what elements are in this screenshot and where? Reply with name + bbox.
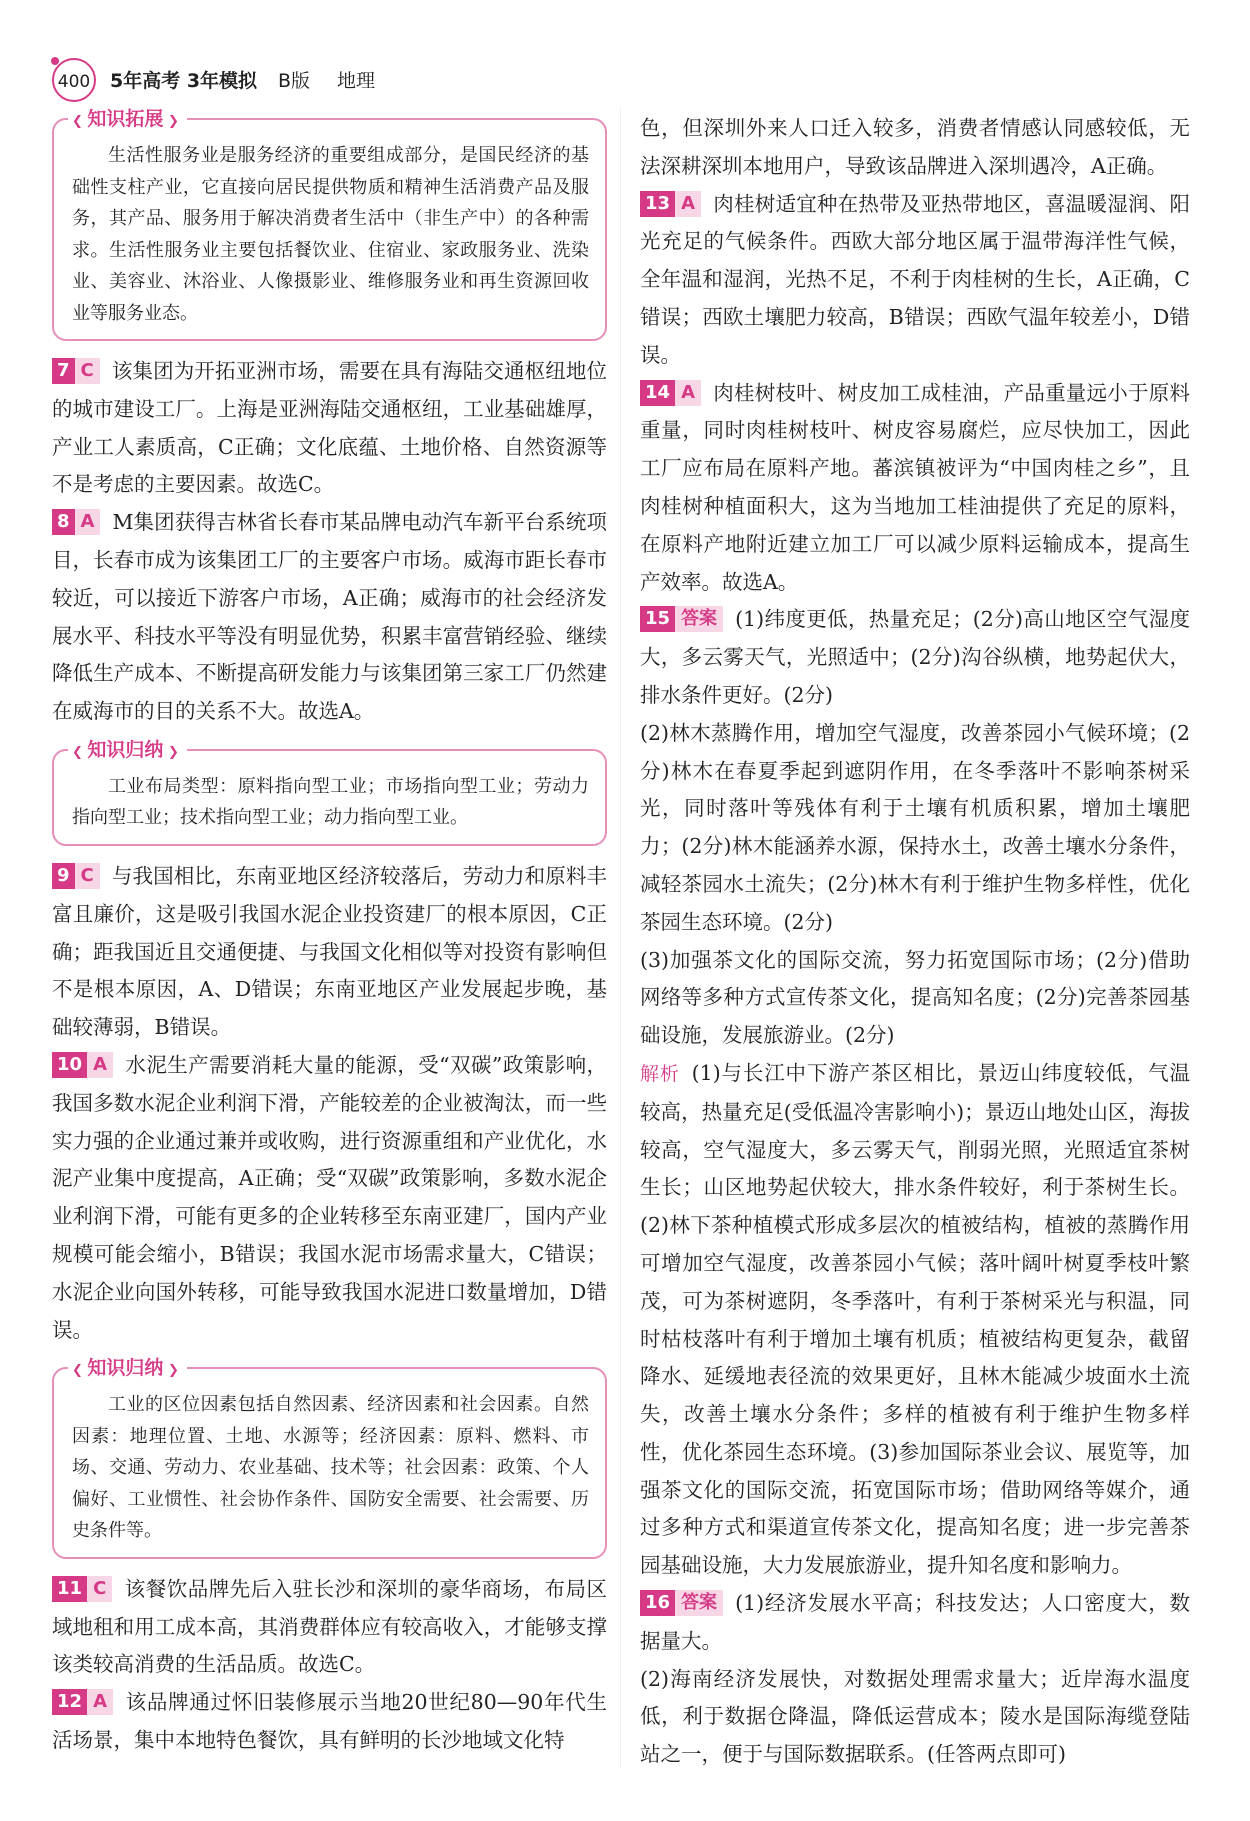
answer-text: 水泥生产需要消耗大量的能源，受“双碳”政策影响，我国多数水泥企业利润下滑，产能较差的企业被淘汰，而一些实力强的企业通过兼并或收购，进行资源重组和产业优化，水泥产业集中度提高，A正确；受“双碳”政策影响，多数水泥企业利润下滑，可能有更多的企业转移至东南亚建厂，国内产业规模可能会缩小，B错误；我国水泥市场需求量大，C错误；水泥企业向国外转移，可能导致我国水泥进口数量增加，D错误。 — [52, 1052, 607, 1342]
answer-16-part-2: (2)海南经济发展快，对数据处理需求量大；近岸海水温度低，利于数据仓降温，降低运营成本；陵水是国际海缆登陆站之一，便于与国际数据联系。(任答两点即可) — [640, 1666, 1190, 1767]
answer-text: 该餐饮品牌先后入驻长沙和深圳的豪华商场，布局区域地租和用工成本高，其消费群体应有较高收入，才能够支撑该类较高消费的生活品质。故选C。 — [52, 1576, 607, 1677]
page-header — [52, 58, 1202, 98]
question-label: 7 C — [52, 358, 100, 384]
answer-15-part-2: (2)林木蒸腾作用，增加空气湿度，改善茶园小气候环境；(2分)林木在春夏季起到遮阴作用，在冬季落叶不影响茶树采光，同时落叶等残体有利于土壤有机质积累，增加土壤肥力；(2分)林木能涵养水源，保持水土，改善土壤水分条件，减轻茶园水土流失；(2分)林木有利于维护生物多样性，优化茶园生态环境。(2分) — [640, 720, 1190, 934]
question-label: 11 C — [52, 1576, 112, 1602]
answer-8 — [52, 504, 607, 731]
analysis-15 — [640, 1055, 1190, 1585]
answer-text: 肉桂树适宜种在热带及亚热带地区，喜温暖湿润、阳光充足的气候条件。西欧大部分地区属于温带海洋性气候，全年温和湿润，光热不足，不利于肉桂树的生长，A正确，C错误；西欧土壤肥力较高，B错误；西欧气温年较差小，D错误。 — [640, 191, 1190, 367]
answer-11 — [52, 1571, 607, 1684]
box-title: ❮ 知识拓展 ❯ — [68, 107, 187, 134]
question-label: 9 C — [52, 863, 100, 889]
answer-text: 该集团为开拓亚洲市场，需要在具有海陆交通枢纽地位的城市建设工厂。上海是亚洲海陆交通枢纽，工业基础雄厚，产业工人素质高，C正确；文化底蕴、土地价格、自然资源等不是考虑的主要因素。故选C。 — [52, 359, 607, 497]
answer-9 — [52, 858, 607, 1047]
box-text: 工业的区位因素包括自然因素、经济因素和社会因素。自然因素：地理位置、土地、水源等；经济因素：原料、燃料、市场、交通、劳动力、农业基础、技术等；社会因素：政策、个人偏好、工业惯性、社会协作条件、国防安全需要、社会需要、历史条件等。 — [72, 1394, 589, 1542]
left-column — [52, 108, 607, 1760]
question-label: 12 A — [52, 1689, 113, 1715]
answer-part-1: (1)经济发展水平高；科技发达；人口密度大，数据量大。 — [640, 1591, 1190, 1653]
answer-7 — [52, 353, 607, 504]
question-label: 14 A — [640, 380, 701, 406]
answer-text: 与我国相比，东南亚地区经济较落后，劳动力和原料丰富且廉价，这是吸引我国水泥企业投资建厂的根本原因，C正确；距我国近且交通便捷、与我国文化相似等对投资有影响但不是根本原因，A、D错误；东南亚地区产业发展起步晚，基础较薄弱，B错误。 — [52, 863, 607, 1040]
answer-12-continued: 色，但深圳外来人口迁入较多，消费者情感认同感较低，无法深耕深圳本地用户，导致该品牌进入深圳遇冷，A正确。 — [640, 116, 1190, 178]
page-number: 400 — [52, 58, 96, 102]
answer-text: 该品牌通过怀旧装修展示当地20世纪80—90年代生活场景，集中本地特色餐饮，具有鲜明的长沙地域文化特 — [52, 1690, 607, 1753]
answer-15 — [640, 601, 1190, 714]
answer-13 — [640, 186, 1190, 375]
book-title: 5年高考 3年模拟 — [110, 70, 258, 92]
edition-label: B版 — [278, 70, 311, 92]
knowledge-box-summary — [52, 738, 607, 846]
analysis-label: 解析 — [640, 1062, 680, 1085]
right-column — [640, 108, 1190, 1774]
analysis-text: (1)与长江中下游产茶区相比，景迈山纬度较低，气温较高，热量充足(受低温冷害影响小)；景迈山地处山区，海拔较高，空气湿度大，多云雾天气，削弱光照，光照适宜茶树生长；山区地势起伏较大，排水条件较好，利于茶树生长。(2)林下茶种植模式形成多层次的植被结构，植被的蒸腾作用可增加空气湿度，改善茶园小气候；落叶阔叶树夏季枝叶繁茂，可为茶树遮阴，冬季落叶，有利于茶树采光与积温，同时枯枝落叶有利于增加土壤有机质；植被结构更复杂，截留降水、延缓地表径流的效果更好，且林木能减少坡面水土流失，改善土壤水分条件；多样的植被有利于维护生物多样性，优化茶园生态环境。(3)参加国际茶业会议、展览等，加强茶文化的国际交流，拓宽国际市场；借助网络等媒介，通过多种方式和渠道宣传茶文化，提高知名度；进一步完善茶园基础设施，大力发展旅游业，提升知名度和影响力。 — [640, 1060, 1190, 1578]
answer-part-1: (1)纬度更低，热量充足；(2分)高山地区空气湿度大，多云雾天气，光照适中；(2分)沟谷纵横，地势起伏大，排水条件更好。(2分) — [640, 607, 1190, 707]
answer-12 — [52, 1684, 607, 1760]
answer-15-part-3: (3)加强茶文化的国际交流，努力拓宽国际市场；(2分)借助网络等多种方式宣传茶文化，提高知名度；(2分)完善茶园基础设施，发展旅游业。(2分) — [640, 947, 1190, 1048]
question-label: 16 答案 — [640, 1590, 723, 1616]
question-label: 10 A — [52, 1052, 113, 1078]
box-title: ❮ 知识归纳 ❯ — [68, 738, 187, 765]
answer-text: M集团获得吉林省长春市某品牌电动汽车新平台系统项目，长春市成为该集团工厂的主要客户市场。威海市距长春市较近，可以接近下游客户市场，A正确；威海市的社会经济发展水平、科技水平等没有明显优势，积累丰富营销经验、继续降低生产成本、不断提高研发能力与该集团第三家工厂仍然建在威海市的目的关系不大。故选A。 — [52, 510, 607, 724]
question-label: 13 A — [640, 191, 701, 217]
question-label: 8 A — [52, 509, 100, 535]
box-text: 生活性服务业是服务经济的重要组成部分，是国民经济的基础性支柱产业，它直接向居民提供物质和精神生活消费产品及服务，其产品、服务用于解决消费者生活中（非生产中）的各种需求。生活性服务业主要包括餐饮业、住宿业、家政服务业、洗染业、美容业、沐浴业、人像摄影业、维修服务业和再生资源回收业等服务业态。 — [72, 145, 589, 324]
column-divider — [620, 108, 621, 1768]
question-label: 15 答案 — [640, 606, 723, 632]
answer-16 — [640, 1585, 1190, 1661]
knowledge-box-expansion — [52, 108, 607, 341]
box-text: 工业布局类型：原料指向型工业；市场指向型工业；劳动力指向型工业；技术指向型工业；动力指向型工业。 — [72, 775, 589, 829]
answer-14 — [640, 375, 1190, 602]
answer-10 — [52, 1047, 607, 1349]
answer-text: 肉桂树枝叶、树皮加工成桂油，产品重量远小于原料重量，同时肉桂树枝叶、树皮容易腐烂，应尽快加工，因此工厂应布局在原料产地。蕃滨镇被评为“中国肉桂之乡”，且肉桂树种植面积大，这为当地加工桂油提供了充足的原料，在原料产地附近建立加工厂可以减少原料运输成本，提高生产效率。故选A。 — [640, 380, 1190, 594]
box-title: ❮ 知识归纳 ❯ — [68, 1356, 187, 1383]
knowledge-box-summary-2 — [52, 1357, 607, 1559]
subject-label: 地理 — [337, 70, 376, 92]
